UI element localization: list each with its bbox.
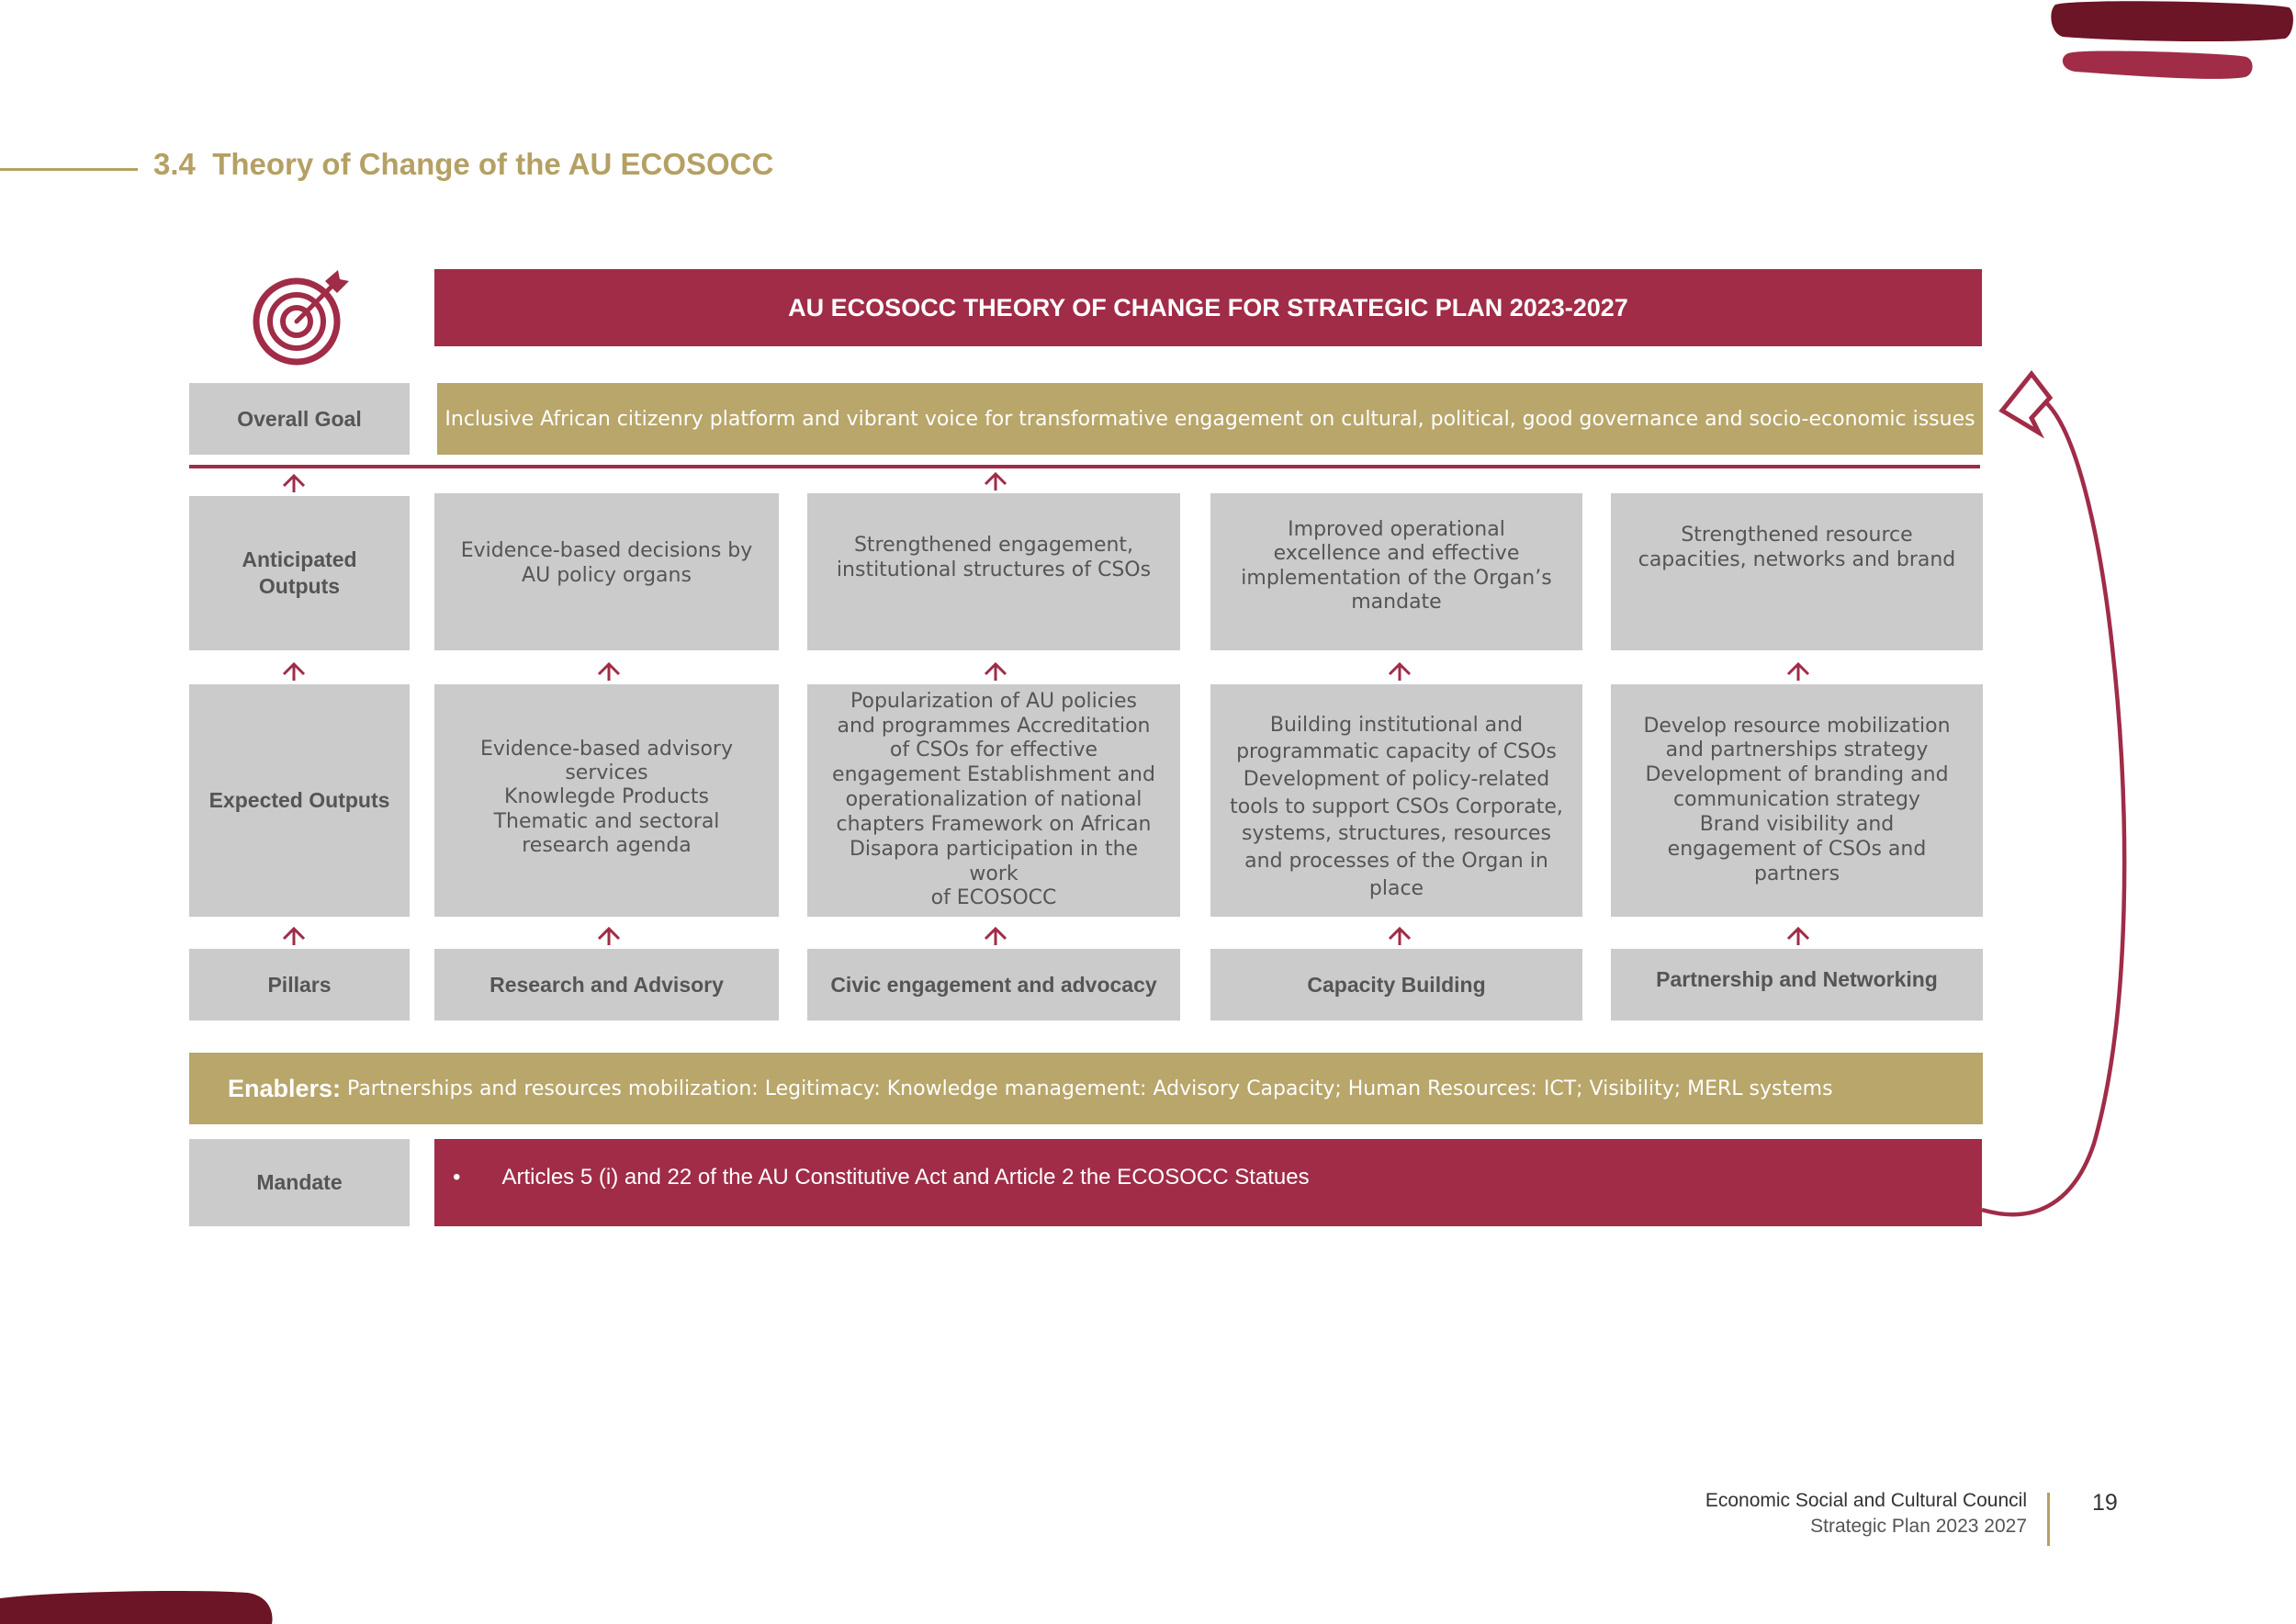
- pillars-label: Pillars: [189, 949, 410, 1021]
- overall-goal-label: Overall Goal: [189, 383, 410, 455]
- mandate-label: Mandate: [189, 1139, 410, 1226]
- up-arrow-icon: [280, 473, 308, 493]
- pillar-box: [1611, 949, 1983, 1021]
- overall-goal-text: Inclusive African citizenry platform and vibrant voice for transformative engagement on cultural, political, good governance and socio-economic issues: [445, 407, 1975, 431]
- mandate-box: [434, 1139, 1982, 1226]
- diagram-banner: [434, 269, 1982, 346]
- enablers-text: Partnerships and resources mobilization: Legitimacy: Knowledge management: Advisory Capacity; Human Resources: ICT; Visibility; MERL systems: [347, 1077, 1833, 1100]
- page-number: 19: [2092, 1490, 2118, 1516]
- expected-outputs-label: Expected Outputs: [189, 684, 410, 917]
- expected-output-box: Evidence-based advisory services Knowlegde Products Thematic and sectoral research agenda: [434, 684, 779, 917]
- enablers-bar: [189, 1053, 1983, 1124]
- section-rule: [0, 168, 138, 171]
- footer-divider: [2047, 1493, 2050, 1546]
- pillar-partnership-networking: Partnership and Networking: [1656, 966, 1938, 991]
- anticipated-outputs-label: Anticipated Outputs: [189, 496, 410, 650]
- pillar-capacity-building: Capacity Building: [1307, 972, 1486, 997]
- anticipated-output-box: Evidence-based decisions by AU policy organs: [434, 493, 779, 650]
- target-icon: [248, 266, 354, 367]
- up-arrow-icon: [1386, 661, 1413, 682]
- enablers-label: Enablers:: [228, 1074, 342, 1102]
- loop-arrow-icon: [1975, 354, 2140, 1222]
- up-arrow-icon: [1784, 661, 1812, 682]
- mandate-text: Articles 5 (i) and 22 of the AU Constitutive Act and Article 2 the ECOSOCC Statues: [501, 1165, 1310, 1190]
- expected-output-box: Develop resource mobilization and partnerships strategy Development of branding and communication strategy Brand visibility and engagement of CSOs and partners: [1611, 684, 1983, 917]
- anticipated-output-box: Improved operational excellence and effective implementation of the Organ’s mandate: [1210, 493, 1582, 650]
- expected-output-box: Popularization of AU policies and programmes Accreditation of CSOs for effective engagement Establishment and operationalization of national chapters Framework on African Disapora participation in the work of ECOSOCC: [807, 684, 1180, 917]
- anticipated-output-box: Strengthened engagement, institutional structures of CSOs: [807, 493, 1180, 650]
- section-number: 3.4: [153, 147, 196, 181]
- pillar-box: [807, 949, 1180, 1021]
- anticipated-output-box: Strengthened resource capacities, networks and brand: [1611, 493, 1983, 650]
- up-arrow-icon: [1784, 926, 1812, 946]
- footer-org: Economic Social and Cultural Council: [1705, 1490, 2027, 1511]
- pillar-civic-engagement: Civic engagement and advocacy: [830, 972, 1157, 997]
- footer-plan: Strategic Plan 2023 2027: [1810, 1516, 2027, 1537]
- up-arrow-icon: [595, 926, 623, 946]
- up-arrow-icon: [1386, 926, 1413, 946]
- section-title: Theory of Change of the AU ECOSOCC: [212, 147, 774, 181]
- overall-goal-box: [437, 383, 1983, 455]
- pillar-box: [434, 949, 779, 1021]
- up-arrow-icon: [982, 661, 1009, 682]
- pillar-box: [1210, 949, 1582, 1021]
- section-heading: [153, 147, 773, 182]
- up-arrow-icon: [595, 661, 623, 682]
- mandate-bullet: •: [453, 1165, 461, 1190]
- banner-title: AU ECOSOCC THEORY OF CHANGE FOR STRATEGIC PLAN 2023-2027: [788, 293, 1628, 321]
- up-arrow-icon: [982, 926, 1009, 946]
- pillar-research-advisory: Research and Advisory: [490, 972, 724, 997]
- up-arrow-icon: [280, 926, 308, 946]
- up-arrow-icon: [982, 471, 1009, 491]
- expected-output-box: Building institutional and programmatic capacity of CSOs Development of policy-related tools to support CSOs Corporate, systems, structures, resources and processes of the Organ in place: [1210, 684, 1582, 917]
- brush-stroke-decoration: [0, 1587, 276, 1624]
- up-arrow-icon: [280, 661, 308, 682]
- goal-divider: [189, 465, 1980, 468]
- brush-stroke-decoration: [2048, 0, 2296, 87]
